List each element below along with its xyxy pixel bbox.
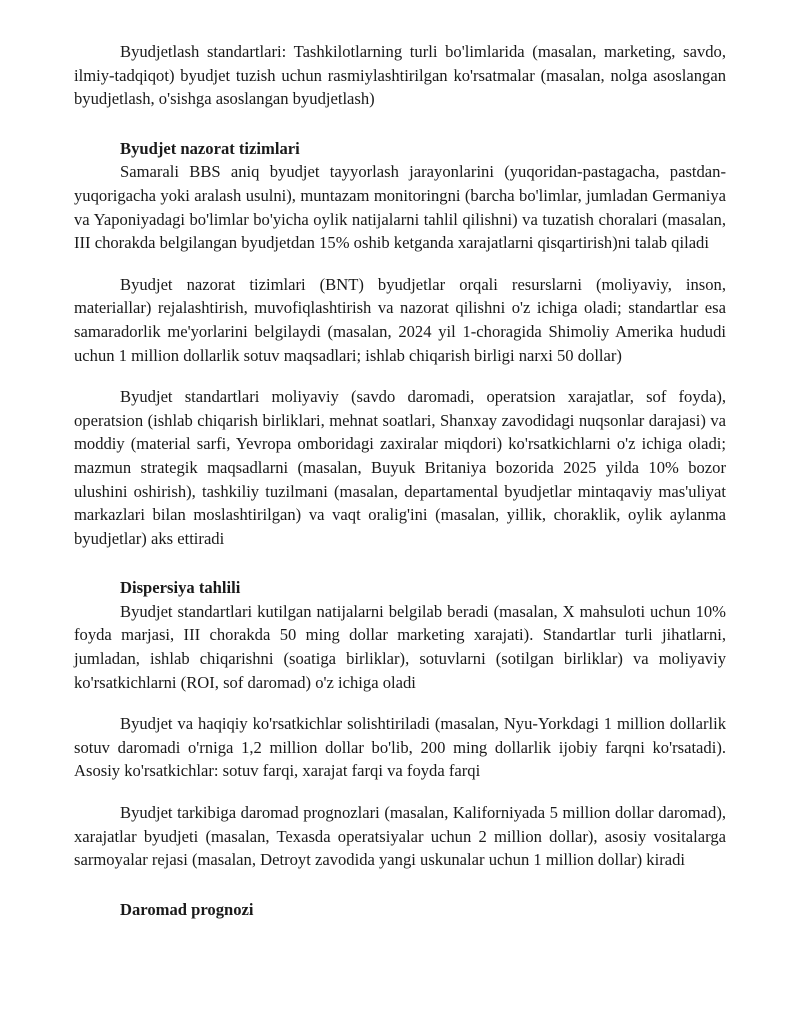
heading-budget-control-systems: Byudjet nazorat tizimlari bbox=[120, 138, 300, 158]
paragraph-bnt-definition: Byudjet nazorat tizimlari (BNT) byudjetlar orqali resurslarni (moliyaviy, inson, materiallar) rejalashtirish, muvofiqlashtirish va nazorat qilishni o'z ichiga oladi; standartlar esa samaradorlik me'yorlarini belgilaydi (masalan, 2024 yil 1-choragida Shimoliy Amerika hududi uchun 1 million dollarlik sotuv maqsadlari; ishlab chiqarish birligi narxi 50 dollar) bbox=[74, 274, 726, 365]
heading-revenue-forecast: Daromad prognozi bbox=[120, 899, 254, 919]
paragraph-expected-results: Byudjet standartlari kutilgan natijalarni belgilab beradi (masalan, X mahsuloti uchun 10% foyda marjasi, III chorakda 50 ming dollar marketing xarajati). Standartlar turli jihatlarni, jumladan, ishlab chiqarishni (soatiga birliklar), sotuvlarni (sotilgan birliklar) va moliyaviy ko'rsatkichlarni (ROI, sof daromad) o'z ichiga oladi bbox=[74, 601, 726, 692]
paragraph-budget-structure: Byudjet tarkibiga daromad prognozlari (masalan, Kaliforniyada 5 million dollar daromad), xarajatlar byudjeti (masalan, Texasda operatsiyalar uchun 2 million dollar), asosiy vositalarga sarmoyalar rejasi (masalan, Detroyt zavodida yangi uskunalar uchun 1 million dollar) kiradi bbox=[74, 803, 726, 870]
paragraph-budget-vs-actual: Byudjet va haqiqiy ko'rsatkichlar solishtiriladi (masalan, Nyu-Yorkdagi 1 million dollarlik sotuv daromadi o'rniga 1,2 million dollar bo'lib, 200 ming dollarlik ijobiy farqni ko'rsatadi). Asosiy ko'rsatkichlar: sotuv farqi, xarajat farqi va foyda farqi bbox=[74, 714, 726, 781]
document-page bbox=[74, 40, 726, 921]
paragraph-budget-standards-types: Byudjet standartlari moliyaviy (savdo daromadi, operatsion xarajatlar, sof foyda), operatsion (ishlab chiqarish birliklari, mehnat soatlari, Shanxay zavodidagi nuqsonlar darajasi) va moddiy (material sarfi, Yevropa omboridagi zaxiralar miqdori) ko'rsatkichlarni o'z ichiga oladi; mazmun strategik maqsadlarni (masalan, Buyuk Britaniya bozorida 2025 yilda 10% bozor ulushini oshirish), tashkiliy tuzilmani (masalan, departamental byudjetlar mintaqaviy mas'uliyat markazlari bilan moslashtirilgan) va vaqt oralig'ini (masalan, yillik, choraklik, oylik aylanma byudjetlar) aks ettiradi bbox=[74, 387, 726, 548]
paragraph-budgeting-standards: Byudjetlash standartlari: Tashkilotlarning turli bo'limlarida (masalan, marketing, savdo, ilmiy-tadqiqot) byudjet tuzish uchun rasmiylashtirilgan ko'rsatmalar (masalan, nolga asoslangan byudjetlash, o'sishga asoslangan byudjetlash) bbox=[74, 42, 726, 109]
heading-variance-analysis: Dispersiya tahlili bbox=[120, 578, 241, 598]
paragraph-effective-bbs: Samarali BBS aniq byudjet tayyorlash jarayonlarini (yuqoridan-pastagacha, pastdan-yuqorigacha yoki aralash usulni), muntazam monitoringni (barcha bo'limlar, jumladan Germaniya va Yaponiyadagi bo'limlar bo'yicha oylik natijalarni tahlil qilishni) va tuzatish choralari (masalan, III chorakda belgilangan byudjetdan 15% oshib ketganda xarajatlarni qisqartirish)ni talab qiladi bbox=[74, 162, 726, 253]
